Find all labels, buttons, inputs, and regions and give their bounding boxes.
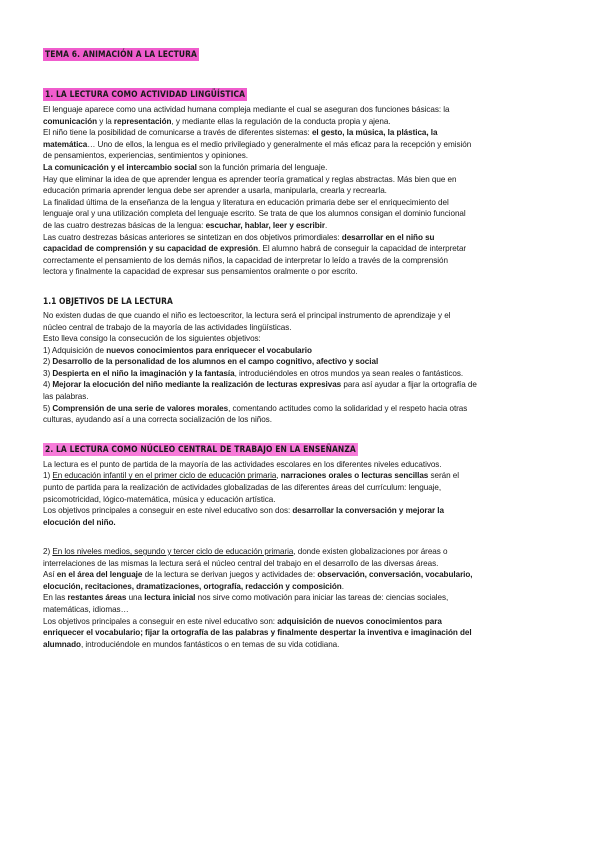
list-item: 3) Despierta en el niño la imaginación y la fantasía, introduciéndoles en otros mundos ya sean reales o fantásticos. — [43, 368, 464, 378]
paragraph-line: elocución del niño. — [43, 517, 116, 527]
paragraph-line: elocución, recitaciones, dramatizaciones, ortografía, redacción y composición. — [43, 581, 344, 591]
paragraph-line: lectora y finalmente la capacidad de expresar sus pensamientos oralmente o por escrito. — [43, 267, 358, 277]
paragraph-line: psicomotricidad, lógico-matemática, música y educación artística. — [43, 494, 276, 504]
list-item-continued: las palabras. — [43, 392, 89, 402]
paragraph-line: punto de partida para la realización de actividades globalizadas de las diferentes áreas del currículum: lenguaje, — [43, 483, 442, 493]
paragraph-line: comunicación y la representación, y mediante ellas la regulación de la conducta propia y ajena. — [43, 116, 391, 126]
section-1-body — [43, 104, 553, 278]
paragraph-line: El niño tiene la posibilidad de comunicarse a través de diferentes sistemas: el gesto, la música, la plástica, la — [43, 128, 438, 138]
paragraph-line: matemáticas, idiomas… — [43, 604, 129, 614]
section-2-heading: 2. LA LECTURA COMO NÚCLEO CENTRAL DE TRABAJO EN LA ENSEÑANZA — [45, 443, 356, 454]
list-item: 5) Comprensión de una serie de valores morales, comentando actitudes como la solidaridad y el respeto hacia otras — [43, 403, 468, 413]
paragraph-line: matemática… Uno de ellos, la lengua es el medio privilegiado y generalmente el más eficaz para la recepción y emisión — [43, 139, 472, 149]
paragraph-line: interrelaciones de las mismas la lectura será el núcleo central del trabajo en el desarrollo de las diversas áreas. — [43, 558, 439, 568]
list-item: 1) Adquisición de nuevos conocimientos para enriquecer el vocabulario — [43, 345, 312, 355]
paragraph-line: Así en el área del lenguaje de la lectura se derivan juegos y actividades de: observación, conversación, vocabulario, — [43, 570, 473, 580]
section-2-body — [43, 459, 553, 651]
paragraph-line: Las cuatro destrezas básicas anteriores se sintetizan en dos objetivos primordiales: desarrollar en el niño su — [43, 232, 435, 242]
paragraph-line: No existen dudas de que cuando el niño es lectoescritor, la lectura será el principal instrumento de aprendizaje y el — [43, 310, 451, 320]
document-page — [43, 40, 553, 650]
paragraph-line: correctamente el pensamiento de los demás niños, la capacidad de interpretar lo leído a través de la comprensión — [43, 255, 448, 265]
section-1-heading: 1. LA LECTURA COMO ACTIVIDAD LINGÜÍSTICA — [45, 89, 246, 99]
paragraph-line: Hay que eliminar la idea de que aprender lengua es aprender teoría gramatical y reglas abstractas. Más bien que en — [43, 174, 457, 184]
list-item-continued: culturas, ayudando así a una correcta socialización de los niños. — [43, 415, 272, 425]
paragraph-line: 2) En los niveles medios, segundo y tercer ciclo de educación primaria, donde existen globalizaciones por áreas o — [43, 547, 448, 556]
paragraph-line: lenguaje oral y una utilización completa del lenguaje escrito. Se trata de que los alumnos consigan el dominio funcional — [43, 209, 466, 219]
paragraph-line: La finalidad última de la enseñanza de la lengua y literatura en educación primaria debe ser el enriquecimiento del — [43, 197, 449, 207]
paragraph-line: Los objetivos principales a conseguir en este nivel educativo son: adquisición de nuevos conocimientos para — [43, 616, 442, 626]
paragraph-line: educación primaria aprender lengua debe ser aprender a usarla, manipularla, crearla y recrearla. — [43, 186, 387, 196]
paragraph-line: de las cuatro destrezas básicas de la lengua: escuchar, hablar, leer y escribir. — [43, 220, 328, 230]
section-1-1-heading: 1.1 OBJETIVOS DE LA LECTURA — [43, 295, 173, 306]
paragraph-line: La lectura es el punto de partida de la mayoría de las actividades escolares en los diferentes niveles educativos. — [43, 459, 442, 469]
paragraph-line: Esto lleva consigo la consecución de los siguientes objetivos: — [43, 334, 261, 344]
paragraph-line: En las restantes áreas una lectura inicial nos sirve como motivación para iniciar las tareas de: ciencias sociales, — [43, 593, 449, 603]
paragraph-line: La comunicación y el intercambio social son la función primaria del lenguaje. — [43, 162, 328, 172]
paragraph-line: capacidad de comprensión y su capacidad de expresión. El alumno habrá de conseguir la capacidad de interpretar — [43, 244, 467, 254]
paragraph-line: 1) En educación infantil y en el primer ciclo de educación primaria, narraciones orales o lecturas sencillas serán el — [43, 471, 459, 481]
paragraph-line: El lenguaje aparece como una actividad humana compleja mediante el cual se aseguran dos funciones básicas: la — [43, 105, 450, 114]
document-title: TEMA 6. ANIMACIÓN A LA LECTURA — [45, 49, 197, 59]
paragraph-line: núcleo central de trabajo de la mayoría de las actividades lingüísticas. — [43, 322, 292, 332]
list-item: 4) Mejorar la elocución del niño mediante la realización de lecturas expresivas para así ayudar a fijar la ortografía de — [43, 380, 477, 390]
paragraph-line: de pensamientos, experiencias, sentimientos y opiniones. — [43, 151, 248, 161]
section-1-1-body — [43, 310, 553, 426]
paragraph-line: Los objetivos principales a conseguir en este nivel educativo son dos: desarrollar la conversación y mejorar la — [43, 506, 444, 516]
list-item: 2) Desarrollo de la personalidad de los alumnos en el campo cognitivo, afectivo y social — [43, 357, 379, 367]
paragraph-line: enriquecer el vocabulario; fijar la ortografía de las palabras y finalmente despertar la inventiva e imaginación del — [43, 628, 472, 638]
paragraph-line: alumnado, introduciéndole en mundos fantásticos o en temas de su vida cotidiana. — [43, 639, 340, 649]
